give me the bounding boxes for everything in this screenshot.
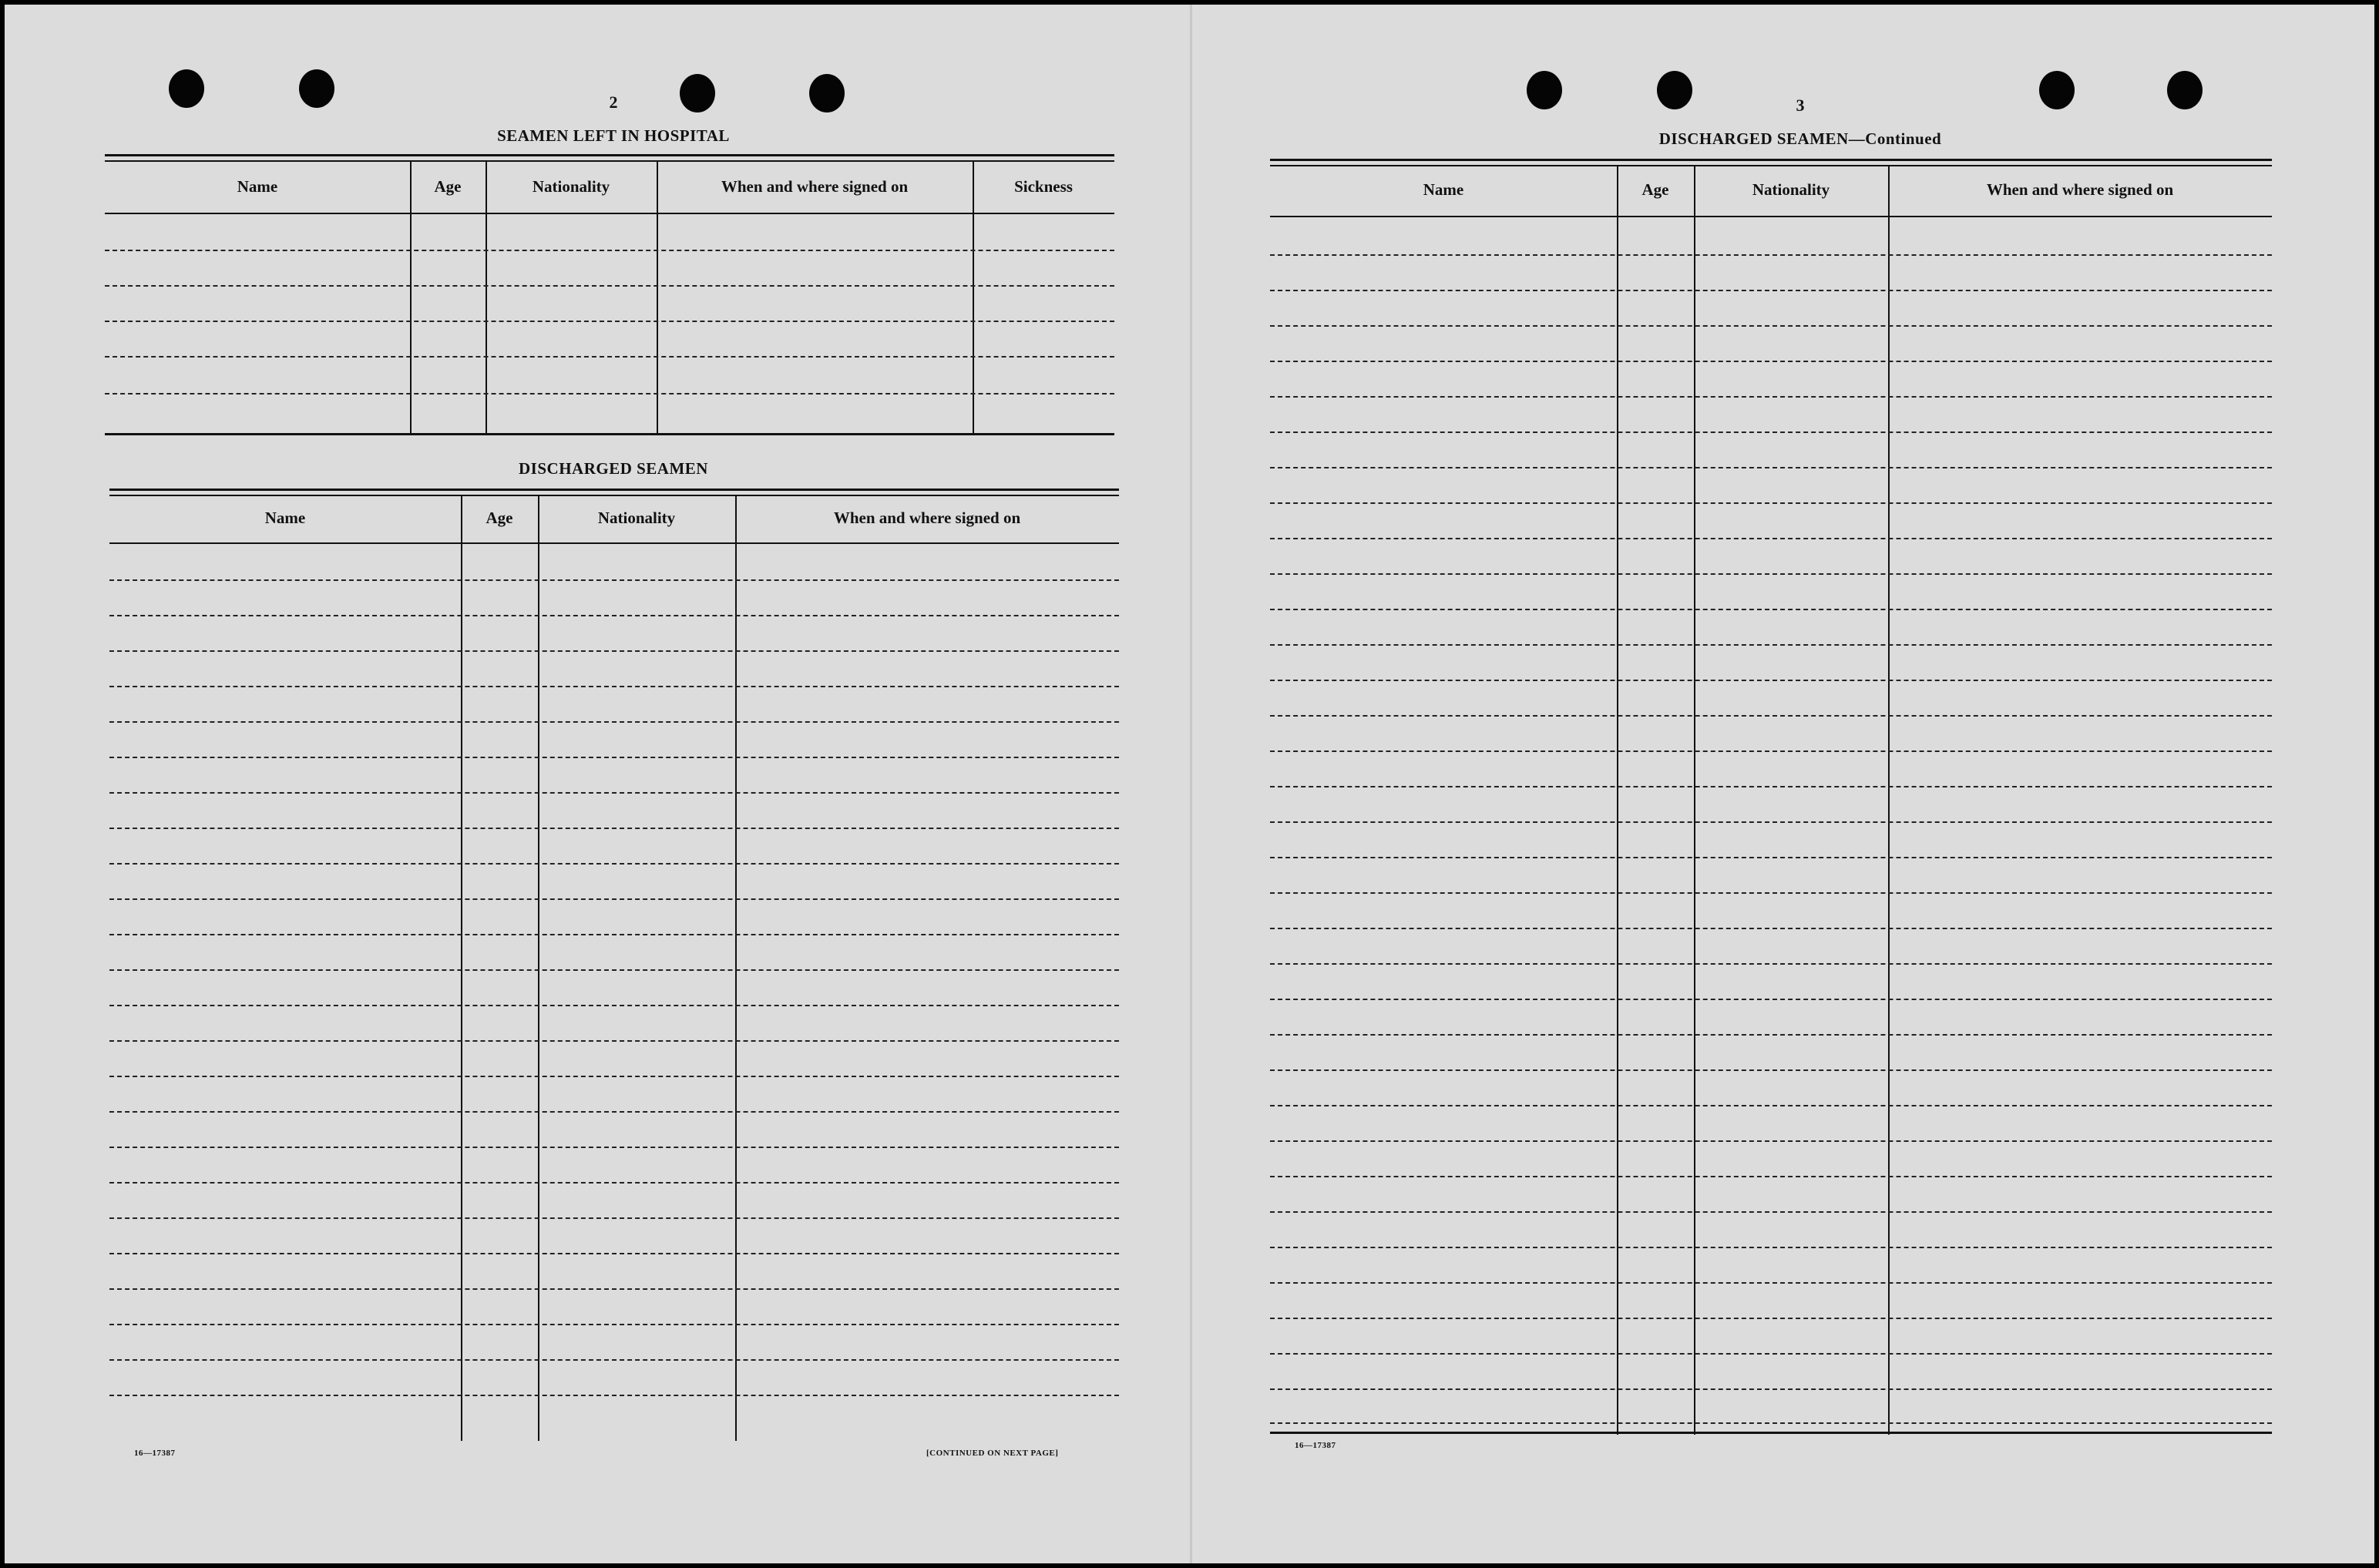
table-row (109, 686, 1119, 687)
column-header-sickness: Sickness (1014, 177, 1073, 196)
table-row (1270, 892, 2272, 894)
table-row (105, 250, 1114, 251)
table-row (109, 969, 1119, 971)
table-row (105, 285, 1114, 287)
table-row (1270, 1353, 2272, 1355)
table-row (1270, 1422, 2272, 1424)
discharged-section-title: DISCHARGED SEAMEN (519, 459, 708, 478)
table-row (1270, 502, 2272, 504)
table-row (1270, 609, 2272, 610)
column-header-name: Name (1423, 180, 1464, 199)
table-row (1270, 290, 2272, 291)
table-row (1270, 928, 2272, 929)
table-row (1270, 750, 2272, 752)
table-row (1270, 963, 2272, 965)
table-row (109, 721, 1119, 723)
column-header-signed-on: When and where signed on (721, 177, 909, 196)
discharged-title-text: DISCHARGED SEAMEN (1658, 129, 1849, 148)
table-row (1270, 821, 2272, 823)
hospital-section-title: SEAMEN LEFT IN HOSPITAL (497, 126, 730, 145)
table-row (109, 792, 1119, 794)
document-sheet (5, 5, 2374, 1563)
table-row (1270, 715, 2272, 717)
discharged-continued-table (1270, 159, 2272, 1438)
table-row (1270, 538, 2272, 539)
column-header-age: Age (486, 509, 513, 527)
column-header-nationality: Nationality (532, 177, 610, 196)
table-row (109, 579, 1119, 581)
table-row (1270, 680, 2272, 681)
hospital-table (105, 154, 1114, 438)
column-header-nationality: Nationality (1752, 180, 1830, 199)
right-page (1191, 5, 2374, 1563)
table-row (109, 828, 1119, 829)
table-row (105, 321, 1114, 322)
form-number: 16—17387 (1295, 1441, 1336, 1450)
table-row (109, 863, 1119, 865)
table-row (1270, 325, 2272, 327)
table-row (109, 1040, 1119, 1042)
form-number: 16—17387 (134, 1449, 176, 1458)
table-row (109, 650, 1119, 652)
table-row (1270, 1176, 2272, 1177)
table-row (1270, 1247, 2272, 1248)
column-header-name: Name (237, 177, 278, 196)
table-row (1270, 573, 2272, 575)
table-row (1270, 644, 2272, 646)
table-row (1270, 467, 2272, 468)
table-row (1270, 254, 2272, 256)
table-row (109, 1359, 1119, 1361)
table-row (1270, 857, 2272, 858)
column-header-signed-on: When and where signed on (1986, 180, 2174, 199)
table-row (1270, 396, 2272, 398)
table-row (109, 757, 1119, 758)
table-row (1270, 1034, 2272, 1036)
table-row (1270, 1069, 2272, 1071)
table-row (109, 898, 1119, 900)
discharged-table (109, 489, 1119, 1441)
continued-note: [CONTINUED ON NEXT PAGE] (926, 1449, 1059, 1458)
table-row (1270, 999, 2272, 1000)
page-number: 3 (1796, 96, 1805, 115)
column-header-name: Name (264, 509, 306, 527)
table-row (109, 1076, 1119, 1077)
continued-suffix: —Continued (1848, 129, 1942, 148)
table-row (109, 1182, 1119, 1184)
table-row (1270, 431, 2272, 433)
left-page (5, 5, 1191, 1563)
page-number: 2 (609, 92, 618, 112)
discharged-continued-title (1453, 129, 2147, 149)
table-row (105, 393, 1114, 395)
table-row (1270, 1105, 2272, 1106)
table-row (109, 1005, 1119, 1006)
table-row (1270, 1388, 2272, 1390)
table-row (1270, 1282, 2272, 1284)
table-row (109, 1111, 1119, 1113)
table-row (1270, 1211, 2272, 1213)
table-row (1270, 361, 2272, 362)
table-row (109, 1217, 1119, 1219)
table-row (109, 1288, 1119, 1290)
column-header-signed-on: When and where signed on (833, 509, 1021, 527)
table-row (109, 1395, 1119, 1396)
table-row (109, 934, 1119, 935)
table-row (109, 1253, 1119, 1254)
table-row (1270, 1140, 2272, 1142)
table-row (105, 356, 1114, 358)
table-row (109, 615, 1119, 616)
table-row (1270, 1318, 2272, 1319)
table-row (109, 1324, 1119, 1325)
table-row (109, 1147, 1119, 1148)
column-header-age: Age (434, 177, 462, 196)
column-header-age: Age (1641, 180, 1669, 199)
table-row (1270, 786, 2272, 787)
column-header-nationality: Nationality (597, 509, 676, 527)
